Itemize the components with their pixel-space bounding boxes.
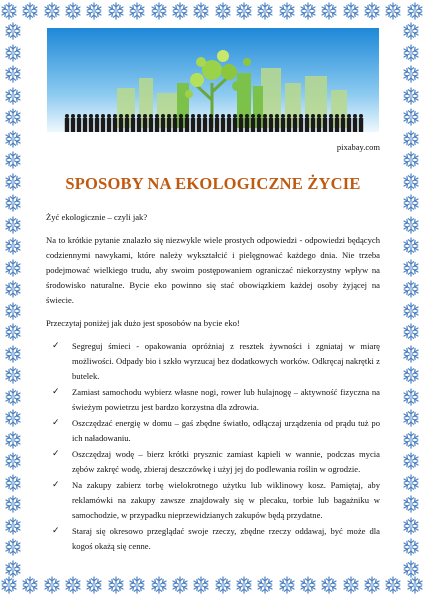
snowflake-icon	[4, 108, 22, 126]
snowflake-icon	[85, 2, 103, 24]
snowflake-icon	[402, 44, 420, 62]
snowflake-icon	[235, 2, 253, 24]
snowflake-icon	[299, 2, 317, 24]
snowflake-icon	[4, 237, 22, 255]
snowflake-icon	[192, 2, 210, 24]
snowflake-icon	[64, 576, 82, 598]
snowflake-icon	[85, 576, 103, 598]
snowflake-icon	[402, 517, 420, 535]
snowflake-icon	[4, 517, 22, 535]
snowflake-icon	[4, 216, 22, 234]
snowflake-icon	[171, 576, 189, 598]
snowflake-icon	[150, 2, 168, 24]
snowflake-icon	[402, 280, 420, 298]
snowflake-icon	[4, 173, 22, 191]
snowflake-icon	[402, 323, 420, 341]
snowflake-icon	[4, 409, 22, 427]
snowflake-icon	[4, 259, 22, 277]
snowflake-icon	[4, 560, 22, 578]
snowflake-icon	[278, 2, 296, 24]
snowflake-icon	[402, 108, 420, 126]
snowflake-icon	[363, 576, 381, 598]
snowflake-icon	[4, 495, 22, 513]
snowflake-icon	[128, 2, 146, 24]
snowflake-icon	[4, 474, 22, 492]
snowflake-icon	[4, 22, 22, 40]
list-item: ✓ Oszczędzać energię w domu – gaś zbędne światło, odłączaj urządzenia od prądu tuż po ich naładowaniu.	[52, 418, 380, 443]
snowflake-icon	[402, 151, 420, 169]
border-top	[0, 2, 424, 24]
snowflake-icon	[320, 576, 338, 598]
snowflake-icon	[402, 474, 420, 492]
snowflake-icon	[4, 388, 22, 406]
subtitle: Żyć ekologicznie – czyli jak?	[46, 212, 148, 222]
snowflake-icon	[402, 409, 420, 427]
snowflake-icon	[402, 452, 420, 470]
list-item: ✓ Staraj się okresowo przeglądać swoje rzeczy, zbędne rzeczy oddawaj, być może dla kogoś okażą się cenne.	[52, 526, 380, 551]
snowflake-icon	[402, 22, 420, 40]
snowflake-icon	[402, 560, 420, 578]
snowflake-icon	[320, 2, 338, 24]
snowflake-icon	[384, 2, 402, 24]
snowflake-icon	[402, 538, 420, 556]
snowflake-icon	[256, 2, 274, 24]
snowflake-icon	[402, 130, 420, 148]
snowflake-icon	[214, 576, 232, 598]
snowflake-icon	[402, 259, 420, 277]
checkmark-icon: ✓	[52, 526, 60, 536]
green-city-illustration	[47, 28, 379, 138]
snowflake-icon	[4, 452, 22, 470]
snowflake-icon	[402, 237, 420, 255]
snowflake-icon	[342, 2, 360, 24]
snowflake-icon	[402, 366, 420, 384]
border-right	[400, 22, 422, 578]
snowflake-icon	[4, 280, 22, 298]
checkmark-icon: ✓	[52, 341, 60, 351]
snowflake-icon	[4, 323, 22, 341]
border-left	[2, 22, 24, 578]
snowflake-icon	[4, 194, 22, 212]
lead-paragraph: Przeczytaj poniżej jak dużo jest sposobów na bycie eko!	[46, 318, 240, 328]
snowflake-icon	[171, 2, 189, 24]
snowflake-icon	[4, 44, 22, 62]
snowflake-icon	[278, 576, 296, 598]
snowflake-icon	[402, 431, 420, 449]
snowflake-icon	[107, 576, 125, 598]
checkmark-icon: ✓	[52, 480, 60, 490]
snowflake-icon	[402, 495, 420, 513]
snowflake-icon	[402, 173, 420, 191]
snowflake-icon	[402, 345, 420, 363]
snowflake-icon	[4, 130, 22, 148]
document-page	[46, 28, 380, 555]
snowflake-icon	[342, 576, 360, 598]
checkmark-icon: ✓	[52, 418, 60, 428]
snowflake-icon	[299, 576, 317, 598]
snowflake-icon	[214, 2, 232, 24]
list-item: ✓ Oszczędzaj wodę – bierz krótki prysznic zamiast kąpieli w wannie, podczas mycia zębów zakręć wodę, zbieraj deszczówkę i użyj jej do podlewania roślin w ogrodzie.	[52, 449, 380, 474]
snowflake-icon	[235, 576, 253, 598]
list-item: ✓ Segreguj śmieci - opakowania opróżniaj z resztek żywności i zgniataj w miarę możliwości. Odpady bio i szkło wyrzucaj bez dodatkowych worków. Odkręcaj nakrętki z butelek.	[52, 341, 380, 381]
snowflake-icon	[406, 576, 424, 598]
snowflake-icon	[384, 576, 402, 598]
snowflake-icon	[150, 576, 168, 598]
snowflake-icon	[21, 2, 39, 24]
snowflake-icon	[4, 65, 22, 83]
page-title: SPOSOBY NA EKOLOGICZNE ŻYCIE	[65, 174, 361, 193]
snowflake-icon	[21, 576, 39, 598]
snowflake-icon	[363, 2, 381, 24]
snowflake-icon	[4, 538, 22, 556]
snowflake-icon	[402, 388, 420, 406]
snowflake-icon	[4, 302, 22, 320]
snowflake-icon	[406, 2, 424, 24]
snowflake-icon	[0, 2, 18, 24]
snowflake-icon	[4, 87, 22, 105]
snowflake-icon	[43, 576, 61, 598]
snowflake-icon	[4, 151, 22, 169]
tips-list	[46, 339, 380, 554]
snowflake-icon	[4, 431, 22, 449]
snowflake-icon	[402, 216, 420, 234]
snowflake-icon	[402, 65, 420, 83]
list-item: ✓ Zamiast samochodu wybierz własne nogi, rower lub hulajnogę – aktywność fizyczna na świeżym powietrzu jest bardzo korzystna dla zdrowia.	[52, 387, 380, 412]
image-credit: pixabay.com	[336, 142, 380, 152]
snowflake-icon	[128, 576, 146, 598]
snowflake-icon	[0, 576, 18, 598]
checkmark-icon: ✓	[52, 387, 60, 397]
intro-paragraph: Na to krótkie pytanie znalazło się niezwykle wiele prostych odpowiedzi - odpowiedzi będących codziennymi nawykami, które należy wykształcić i pielęgnować każdego dnia. Nie trzeba podejmować wielkiego trudu, aby swoim postępowaniem ograniczać niekorzystny wpływ na środowisko naturalne. Bycie eko powinno się stać obowiązkiem każdej osoby żyjącej na świecie.	[46, 235, 380, 305]
snowflake-icon	[43, 2, 61, 24]
checkmark-icon: ✓	[52, 449, 60, 459]
snowflake-icon	[256, 576, 274, 598]
snowflake-icon	[4, 366, 22, 384]
snowflake-icon	[64, 2, 82, 24]
snowflake-icon	[107, 2, 125, 24]
snowflake-icon	[402, 302, 420, 320]
snowflake-icon	[402, 87, 420, 105]
snowflake-icon	[4, 345, 22, 363]
list-item: ✓ Na zakupy zabierz torbę wielokrotnego użytku lub wiklinowy kosz. Pamiętaj, aby reklamówki na zakupy zawsze znajdowały się w plecaku, torbie lub bagażniku w samochodzie, w przypadku nieprzewidzianych zakupów będą przydatne.	[52, 480, 380, 520]
border-bottom	[0, 576, 424, 598]
snowflake-icon	[192, 576, 210, 598]
snowflake-icon	[402, 194, 420, 212]
